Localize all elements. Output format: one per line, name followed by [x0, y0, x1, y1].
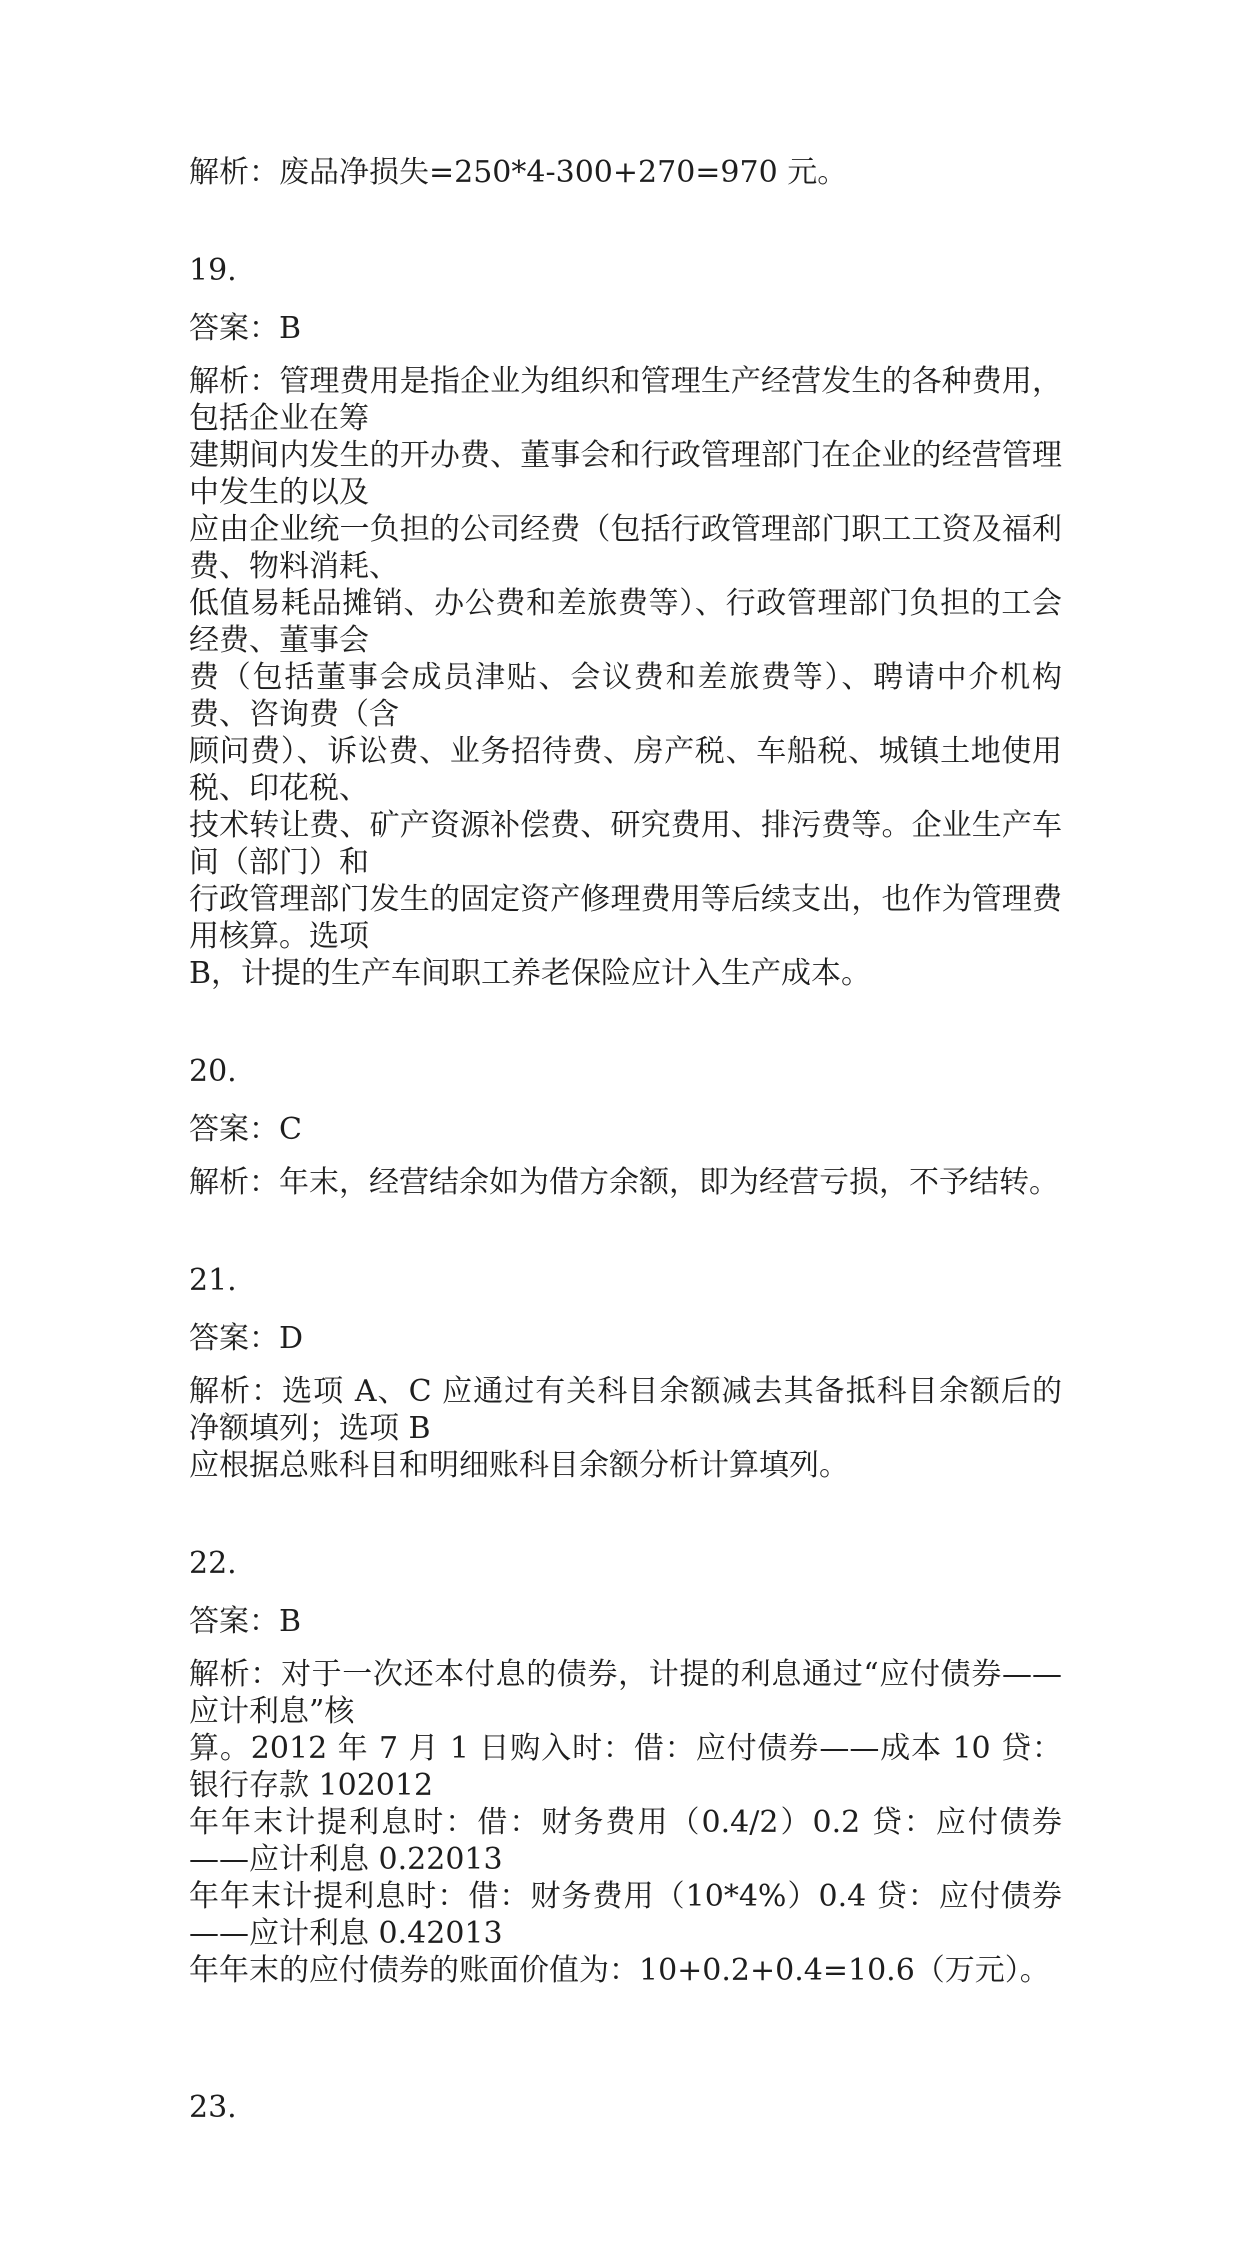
analysis-line: 费（包括董事会成员津贴、会议费和差旅费等）、聘请中介机构费、咨询费（含	[189, 660, 1062, 732]
analysis-line: B，计提的生产车间职工养老保险应计入生产成本。	[189, 956, 872, 991]
analysis-line: 解析：废品净损失=250*4-300+270=970 元。	[189, 155, 848, 190]
analysis-line: 解析：年末，经营结余如为借方余额，即为经营亏损，不予结转。	[189, 1165, 1059, 1200]
analysis-line: 应根据总账科目和明细账科目余额分析计算填列。	[189, 1448, 849, 1483]
analysis-line: 解析：管理费用是指企业为组织和管理生产经营发生的各种费用，包括企业在筹	[189, 364, 1062, 436]
analysis-line: 年年末计提利息时：借：财务费用（0.4/2）0.2 贷：应付债券——应计利息 0.22013	[189, 1805, 1062, 1877]
question-number: 21.	[189, 1263, 237, 1298]
answer: 答案：D	[189, 1321, 304, 1356]
analysis-paragraph	[189, 363, 1062, 992]
analysis-line: 顾问费）、诉讼费、业务招待费、房产税、车船税、城镇土地使用税、印花税、	[189, 734, 1062, 806]
question-number: 19.	[189, 253, 237, 288]
analysis-line: 低值易耗品摊销、办公费和差旅费等）、行政管理部门负担的工会经费、董事会	[189, 586, 1062, 658]
analysis-paragraph	[189, 1656, 1062, 1989]
analysis-line: 年年末的应付债券的账面价值为：10+0.2+0.4=10.6（万元）。	[189, 1953, 1050, 1988]
analysis-line: 应由企业统一负担的公司经费（包括行政管理部门职工工资及福利费、物料消耗、	[189, 512, 1062, 584]
question-number: 23.	[189, 2090, 237, 2125]
question-number: 20.	[189, 1054, 237, 1089]
analysis-line: 年年末计提利息时：借：财务费用（10*4%）0.4 贷：应付债券——应计利息 0.42013	[189, 1879, 1062, 1951]
analysis-line: 行政管理部门发生的固定资产修理费用等后续支出，也作为管理费用核算。选项	[189, 882, 1062, 954]
analysis-line: 解析：选项 A、C 应通过有关科目余额减去其备抵科目余额后的净额填列；选项 B	[189, 1374, 1062, 1446]
analysis-line: 解析：对于一次还本付息的债券，计提的利息通过“应付债券——应计利息”核	[189, 1657, 1062, 1729]
answer: 答案：C	[189, 1112, 302, 1147]
analysis-line: 算。2012 年 7 月 1 日购入时：借：应付债券——成本 10 贷：银行存款 102012	[189, 1731, 1062, 1803]
analysis-line: 建期间内发生的开办费、董事会和行政管理部门在企业的经营管理中发生的以及	[189, 438, 1062, 510]
analysis-paragraph	[189, 1373, 1062, 1484]
question-number: 22.	[189, 1546, 237, 1581]
analysis-line: 技术转让费、矿产资源补偿费、研究费用、排污费等。企业生产车间（部门）和	[189, 808, 1062, 880]
answer: 答案：B	[189, 1604, 302, 1639]
answer: 答案：B	[189, 311, 302, 346]
